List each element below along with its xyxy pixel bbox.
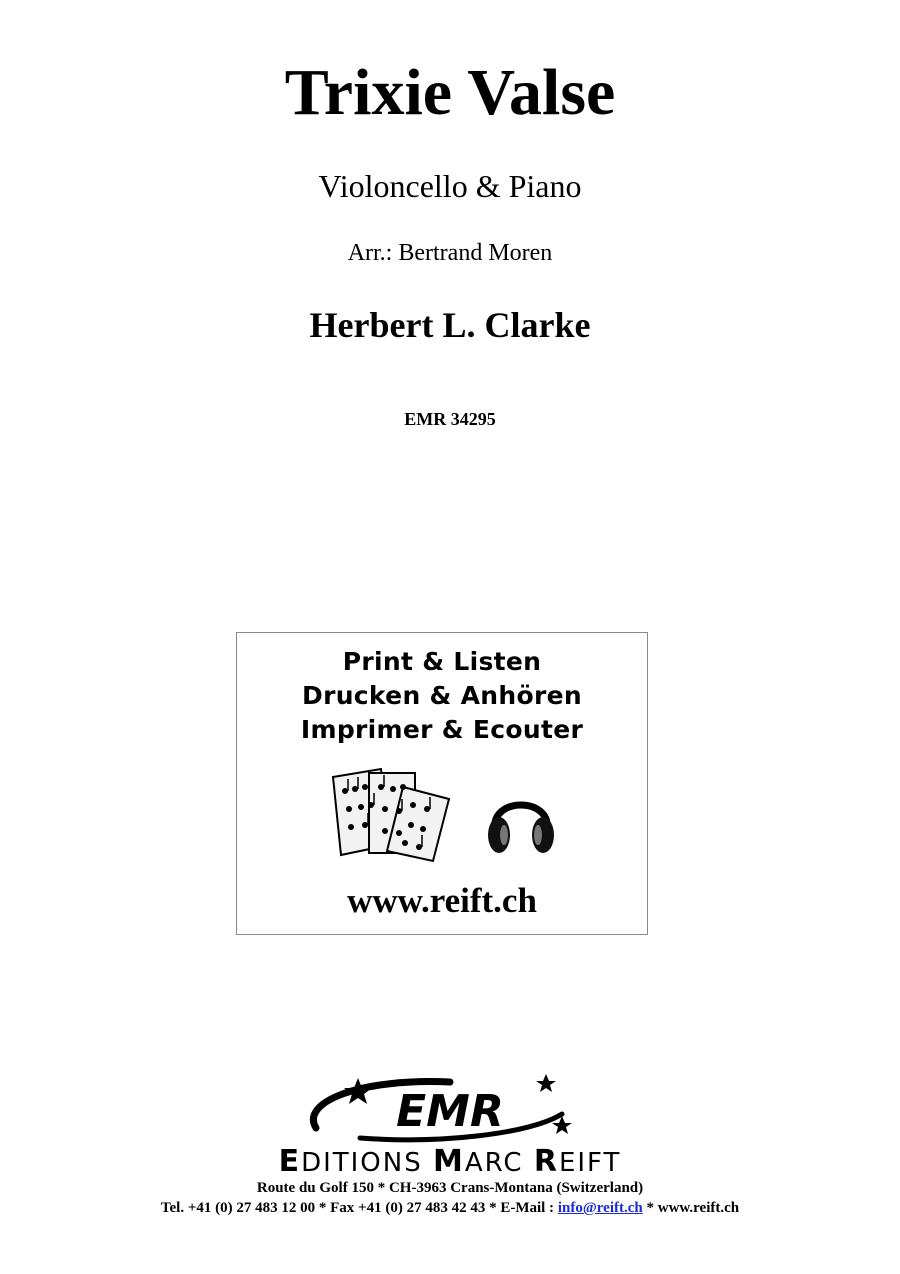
- composer-name: Herbert L. Clarke: [309, 305, 591, 345]
- publisher-word-editions: DITIONS: [301, 1148, 433, 1178]
- publisher-contact: [0, 1200, 900, 1217]
- publisher-address: Route du Golf 150 * CH-3963 Crans-Montana (Switzerland): [256, 1180, 644, 1196]
- sheet-music-icon: [329, 765, 457, 863]
- edition-number: EMR 34295: [404, 409, 496, 429]
- contact-phone-fax: Tel. +41 (0) 27 483 12 00 * Fax +41 (0) 27 483 42 43 * E-Mail :: [160, 1200, 558, 1216]
- publisher-name: [0, 1144, 900, 1179]
- promo-line-german: Drucken & Anhören: [302, 681, 582, 710]
- email-link[interactable]: info@reift.ch: [557, 1200, 643, 1216]
- promo-website-link[interactable]: www.reift.ch: [347, 881, 537, 920]
- promo-line-french: Imprimer & Ecouter: [300, 715, 584, 744]
- publisher-initial-r: R: [533, 1144, 559, 1179]
- emr-logo: [300, 1072, 580, 1146]
- arranger-credit: Arr.: Bertrand Moren: [347, 240, 553, 266]
- publisher-word-reift: EIFT: [558, 1148, 622, 1178]
- publisher-word-marc: ARC: [464, 1148, 534, 1178]
- contact-website: * www.reift.ch: [642, 1200, 740, 1216]
- promo-line-english: Print & Listen: [342, 647, 542, 676]
- logo-text: EMR: [396, 1086, 504, 1137]
- instrumentation: Violoncello & Piano: [318, 168, 582, 204]
- print-listen-box: [236, 632, 648, 935]
- publisher-initial-e: E: [278, 1144, 302, 1179]
- headphones-icon: [485, 783, 557, 859]
- publisher-initial-m: M: [432, 1144, 465, 1179]
- piece-title: Trixie Valse: [284, 56, 616, 129]
